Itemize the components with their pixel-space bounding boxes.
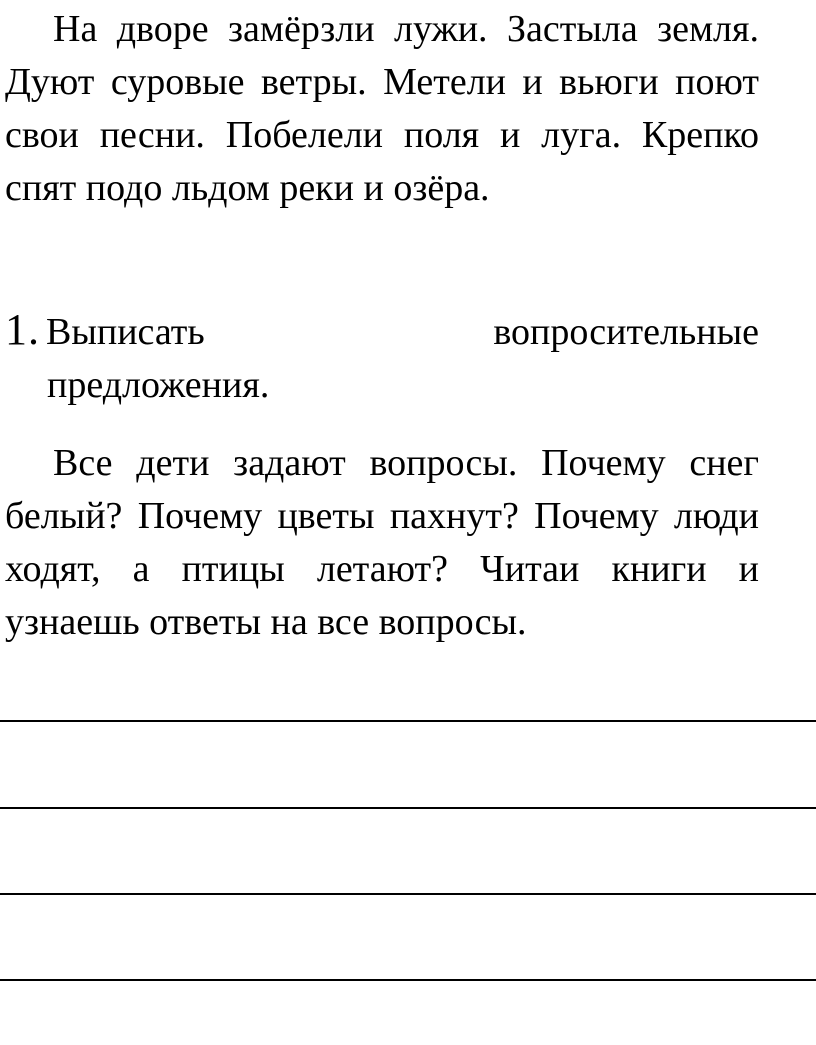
answer-line-4[interactable]: [0, 979, 816, 981]
answer-line-2[interactable]: [0, 807, 816, 809]
task-instruction-line-2: [5, 359, 759, 412]
questions-text-paragraph: Все дети задают вопросы. Почему снег белый? Почему цветы пахнут? Почему люди ходят, а птицы летают? Читаи книги и узнаешь ответы на все вопросы.: [5, 442, 759, 643]
task-noun: предложения.: [47, 364, 270, 406]
answer-line-1[interactable]: [0, 720, 816, 722]
winter-text-paragraph: На дворе замёрзли лужи. Застыла земля. Дуют суровые ветры. Метели и вьюги поют свои песни. Побелели поля и луга. Крепко спят подо льдом реки и озёра.: [5, 8, 759, 209]
task-adjective: вопросительные: [493, 311, 759, 353]
task-instruction-line-1: [5, 303, 759, 359]
task-verb: Выписать: [46, 311, 205, 353]
task-number: 1.: [5, 305, 40, 354]
task-instruction: [5, 303, 759, 412]
answer-line-3[interactable]: [0, 893, 816, 895]
